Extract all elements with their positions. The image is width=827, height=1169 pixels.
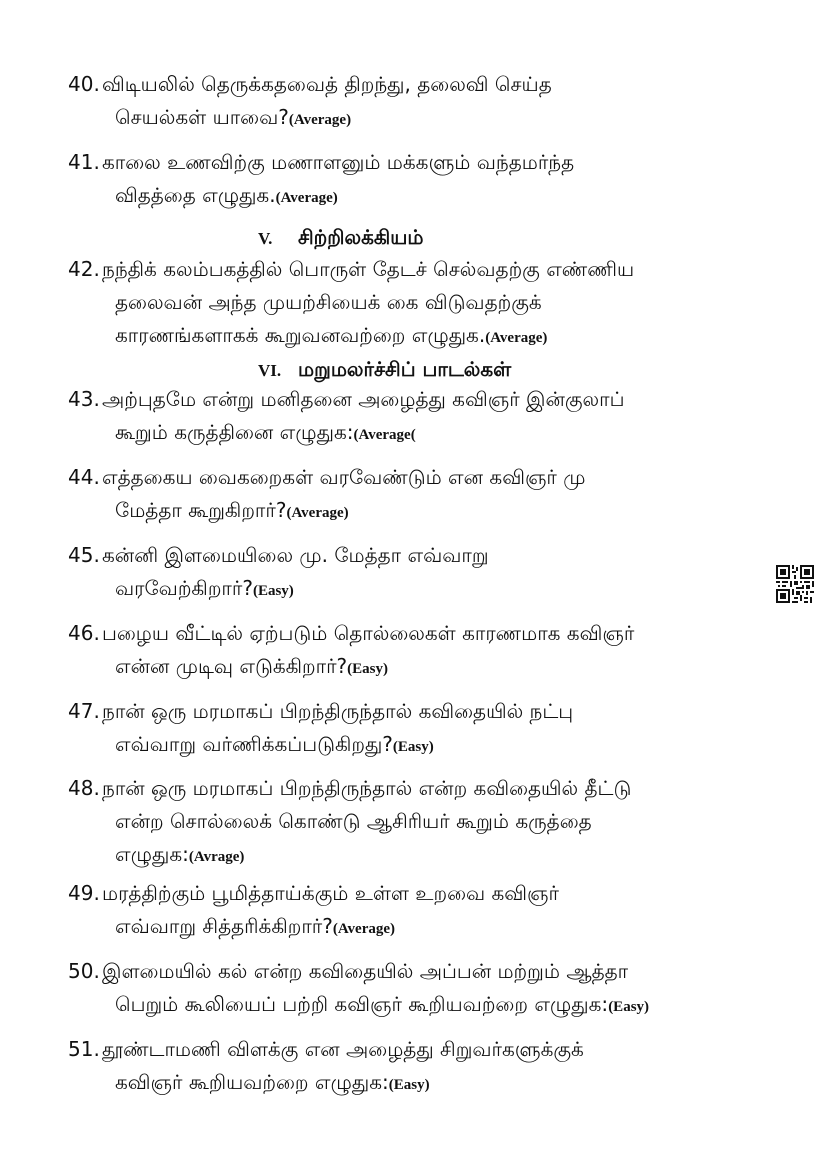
question-text: மரத்திற்கும் பூமித்தாய்க்கும் உள்ள உறவை கவிஞர் bbox=[102, 881, 559, 905]
difficulty-level: (Average) bbox=[485, 330, 548, 346]
difficulty-level: (Easy) bbox=[608, 999, 650, 1015]
section-heading-vi bbox=[258, 357, 511, 384]
question-number: 41. bbox=[68, 150, 100, 174]
question-text: எழுதுக: bbox=[115, 842, 189, 866]
question-text: பழைய வீட்டில் ஏற்படும் தொல்லைகள் காரணமாக கவிஞர் bbox=[102, 621, 635, 645]
difficulty-level: (Easy) bbox=[392, 739, 434, 755]
section-numeral: V. bbox=[258, 229, 273, 248]
question-number: 44. bbox=[68, 465, 100, 489]
question-text: காரணங்களாகக் கூறுவனவற்றை எழுதுக. bbox=[115, 323, 486, 347]
question-text: இளமையில் கல் என்ற கவிதையில் அப்பன் மற்றும் ஆத்தா bbox=[102, 959, 629, 983]
question-text: வரவேற்கிறார்? bbox=[115, 576, 253, 600]
question-49 bbox=[68, 877, 778, 946]
difficulty-level: (Average) bbox=[275, 190, 338, 206]
question-text: அற்புதமே என்று மனிதனை அழைத்து கவிஞர் இன்குலாப் bbox=[102, 387, 625, 411]
section-title: மறுமலர்ச்சிப் பாடல்கள் bbox=[298, 357, 512, 381]
question-number: 46. bbox=[68, 621, 100, 645]
question-41 bbox=[68, 146, 778, 215]
question-text: நந்திக் கலம்பகத்தில் பொருள் தேடச் செல்வதற்கு எண்ணிய bbox=[102, 257, 635, 281]
question-number: 42. bbox=[68, 257, 100, 281]
question-text: விதத்தை எழுதுக. bbox=[115, 183, 276, 207]
question-text: என்ற சொல்லைக் கொண்டு ஆசிரியர் கூறும் கருத்தை bbox=[115, 809, 592, 833]
question-text: என்ன முடிவு எடுக்கிறார்? bbox=[115, 654, 348, 678]
difficulty-level: (Average) bbox=[332, 921, 396, 937]
section-heading-v bbox=[258, 225, 424, 252]
question-text: செயல்கள் யாவை? bbox=[115, 105, 289, 129]
question-45 bbox=[68, 539, 778, 608]
section-numeral: VI. bbox=[258, 361, 282, 380]
question-text: கவிஞர் கூறியவற்றை எழுதுக: bbox=[115, 1070, 389, 1094]
question-text: தலைவன் அந்த முயற்சியைக் கை விடுவதற்குக் bbox=[115, 290, 542, 314]
question-text: தூண்டாமணி விளக்கு என அழைத்து சிறுவர்களுக்குக் bbox=[102, 1037, 584, 1061]
question-number: 48. bbox=[68, 776, 100, 800]
question-text: கன்னி இளமையிலை மு. மேத்தா எவ்வாறு bbox=[102, 543, 489, 567]
question-number: 43. bbox=[68, 387, 100, 411]
question-50 bbox=[68, 955, 778, 1024]
question-47 bbox=[68, 695, 778, 764]
qr-code-icon[interactable] bbox=[776, 565, 814, 603]
difficulty-level: (Easy) bbox=[388, 1077, 430, 1093]
section-title: சிற்றிலக்கியம் bbox=[298, 225, 424, 249]
question-number: 49. bbox=[68, 881, 100, 905]
question-number: 40. bbox=[68, 72, 100, 96]
question-text: பெறும் கூலியைப் பற்றி கவிஞர் கூறியவற்றை எழுதுக: bbox=[115, 992, 609, 1016]
question-text: நான் ஒரு மரமாகப் பிறந்திருந்தால் கவிதையில் நட்பு bbox=[102, 699, 574, 723]
question-40 bbox=[68, 68, 778, 137]
question-46 bbox=[68, 617, 778, 686]
question-text: எத்தகைய வைகறைகள் வரவேண்டும் என கவிஞர் மு bbox=[102, 465, 586, 489]
question-44 bbox=[68, 461, 778, 530]
question-text: காலை உணவிற்கு மணாளனும் மக்களும் வந்தமர்ந்த bbox=[102, 150, 575, 174]
difficulty-level: (Easy) bbox=[252, 583, 294, 599]
difficulty-level: (Easy) bbox=[347, 661, 388, 677]
question-text: கூறும் கருத்தினை எழுதுக: bbox=[115, 420, 354, 444]
question-text: எவ்வாறு வர்ணிக்கப்படுகிறது? bbox=[115, 732, 393, 756]
question-number: 47. bbox=[68, 699, 100, 723]
question-number: 45. bbox=[68, 543, 100, 567]
question-text: மேத்தா கூறுகிறார்? bbox=[115, 498, 287, 522]
question-43 bbox=[68, 383, 778, 452]
question-48 bbox=[68, 772, 778, 874]
question-51 bbox=[68, 1033, 778, 1102]
difficulty-level: (Avrage) bbox=[188, 849, 245, 865]
question-text: விடியலில் தெருக்கதவைத் திறந்து, தலைவி செய்த bbox=[102, 72, 552, 96]
question-number: 50. bbox=[68, 959, 100, 983]
difficulty-level: (Average) bbox=[288, 112, 352, 128]
difficulty-level: (Average( bbox=[353, 427, 416, 443]
question-text: நான் ஒரு மரமாகப் பிறந்திருந்தால் என்ற கவிதையில் தீட்டு bbox=[102, 776, 632, 800]
question-text: எவ்வாறு சித்தரிக்கிறார்? bbox=[115, 914, 333, 938]
question-42 bbox=[68, 253, 778, 355]
question-number: 51. bbox=[68, 1037, 100, 1061]
difficulty-level: (Average) bbox=[286, 505, 349, 521]
